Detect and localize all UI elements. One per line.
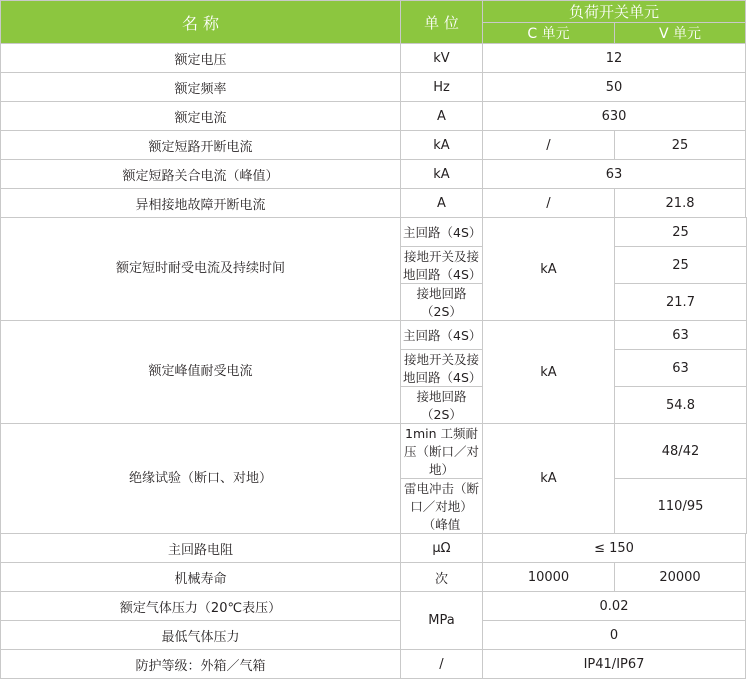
row-unit: 次 bbox=[401, 563, 483, 592]
table-row bbox=[1, 102, 747, 131]
table-header bbox=[1, 1, 747, 44]
group-unit: kA bbox=[483, 321, 615, 424]
header-unit: 单 位 bbox=[401, 1, 483, 44]
row-value: 12 bbox=[483, 44, 746, 73]
row-value-c: / bbox=[483, 131, 615, 160]
sub-row-label: 1min 工频耐压（断口／对地） bbox=[401, 424, 483, 479]
sub-row-label: 接地回路（2S） bbox=[401, 284, 483, 321]
table-row bbox=[1, 424, 747, 479]
row-unit: kA bbox=[401, 131, 483, 160]
table-row bbox=[1, 218, 747, 247]
group-label: 额定峰值耐受电流 bbox=[1, 321, 401, 424]
table-body bbox=[1, 44, 747, 679]
row-label: 额定频率 bbox=[1, 73, 401, 102]
sub-row-label: 接地开关及接地回路（4S） bbox=[401, 247, 483, 284]
table-row bbox=[1, 44, 747, 73]
row-label: 额定气体压力（20℃表压） bbox=[1, 592, 401, 621]
sub-row-value: 25 bbox=[615, 218, 747, 247]
row-value: 0 bbox=[483, 621, 746, 650]
row-unit: kA bbox=[401, 160, 483, 189]
table-row bbox=[1, 160, 747, 189]
row-label: 机械寿命 bbox=[1, 563, 401, 592]
sub-row-value: 63 bbox=[615, 321, 747, 350]
sub-row-value: 25 bbox=[615, 247, 747, 284]
row-value: 63 bbox=[483, 160, 746, 189]
row-unit: Hz bbox=[401, 73, 483, 102]
row-unit: A bbox=[401, 102, 483, 131]
row-label: 最低气体压力 bbox=[1, 621, 401, 650]
row-value-v: 25 bbox=[615, 131, 746, 160]
row-value: 50 bbox=[483, 73, 746, 102]
sub-row-value: 54.8 bbox=[615, 387, 747, 424]
header-sub-v: V 单元 bbox=[615, 23, 746, 44]
sub-row-label: 主回路（4S） bbox=[401, 218, 483, 247]
table-row bbox=[1, 321, 747, 350]
row-label: 额定短路关合电流（峰值） bbox=[1, 160, 401, 189]
table-row bbox=[1, 592, 747, 621]
row-value-c: 10000 bbox=[483, 563, 615, 592]
row-label: 额定短路开断电流 bbox=[1, 131, 401, 160]
table-row bbox=[1, 621, 747, 650]
row-unit: kV bbox=[401, 44, 483, 73]
group-label: 额定短时耐受电流及持续时间 bbox=[1, 218, 401, 321]
row-label: 主回路电阻 bbox=[1, 534, 401, 563]
group-unit: MPa bbox=[401, 592, 483, 650]
sub-row-value: 48/42 bbox=[615, 424, 747, 479]
table-row bbox=[1, 563, 747, 592]
row-value-v: 21.8 bbox=[615, 189, 746, 218]
sub-row-label: 接地回路（2S） bbox=[401, 387, 483, 424]
sub-row-value: 110/95 bbox=[615, 479, 747, 534]
group-unit: kA bbox=[483, 218, 615, 321]
sub-row-label: 主回路（4S） bbox=[401, 321, 483, 350]
header-name: 名 称 bbox=[1, 1, 401, 44]
row-label: 异相接地故障开断电流 bbox=[1, 189, 401, 218]
row-value-c: / bbox=[483, 189, 615, 218]
sub-row-value: 21.7 bbox=[615, 284, 747, 321]
header-row-primary bbox=[1, 1, 747, 23]
sub-row-label: 雷电冲击（断口／对地）（峰值 bbox=[401, 479, 483, 534]
row-unit: A bbox=[401, 189, 483, 218]
table-row bbox=[1, 650, 747, 679]
row-value-v: 20000 bbox=[615, 563, 746, 592]
row-value: ≤ 150 bbox=[483, 534, 746, 563]
table-row bbox=[1, 189, 747, 218]
row-label: 额定电压 bbox=[1, 44, 401, 73]
group-unit: kA bbox=[483, 424, 615, 534]
table-row bbox=[1, 131, 747, 160]
row-label: 额定电流 bbox=[1, 102, 401, 131]
row-value: 0.02 bbox=[483, 592, 746, 621]
sub-row-label: 接地开关及接地回路（4S） bbox=[401, 350, 483, 387]
table-row bbox=[1, 534, 747, 563]
header-sub-c: C 单元 bbox=[483, 23, 615, 44]
header-group: 负荷开关单元 bbox=[483, 1, 746, 23]
table-row bbox=[1, 73, 747, 102]
row-unit: μΩ bbox=[401, 534, 483, 563]
row-value: IP41/IP67 bbox=[483, 650, 746, 679]
sub-row-value: 63 bbox=[615, 350, 747, 387]
row-label: 防护等级：外箱／气箱 bbox=[1, 650, 401, 679]
row-unit: / bbox=[401, 650, 483, 679]
group-label: 绝缘试验（断口、对地） bbox=[1, 424, 401, 534]
row-value: 630 bbox=[483, 102, 746, 131]
